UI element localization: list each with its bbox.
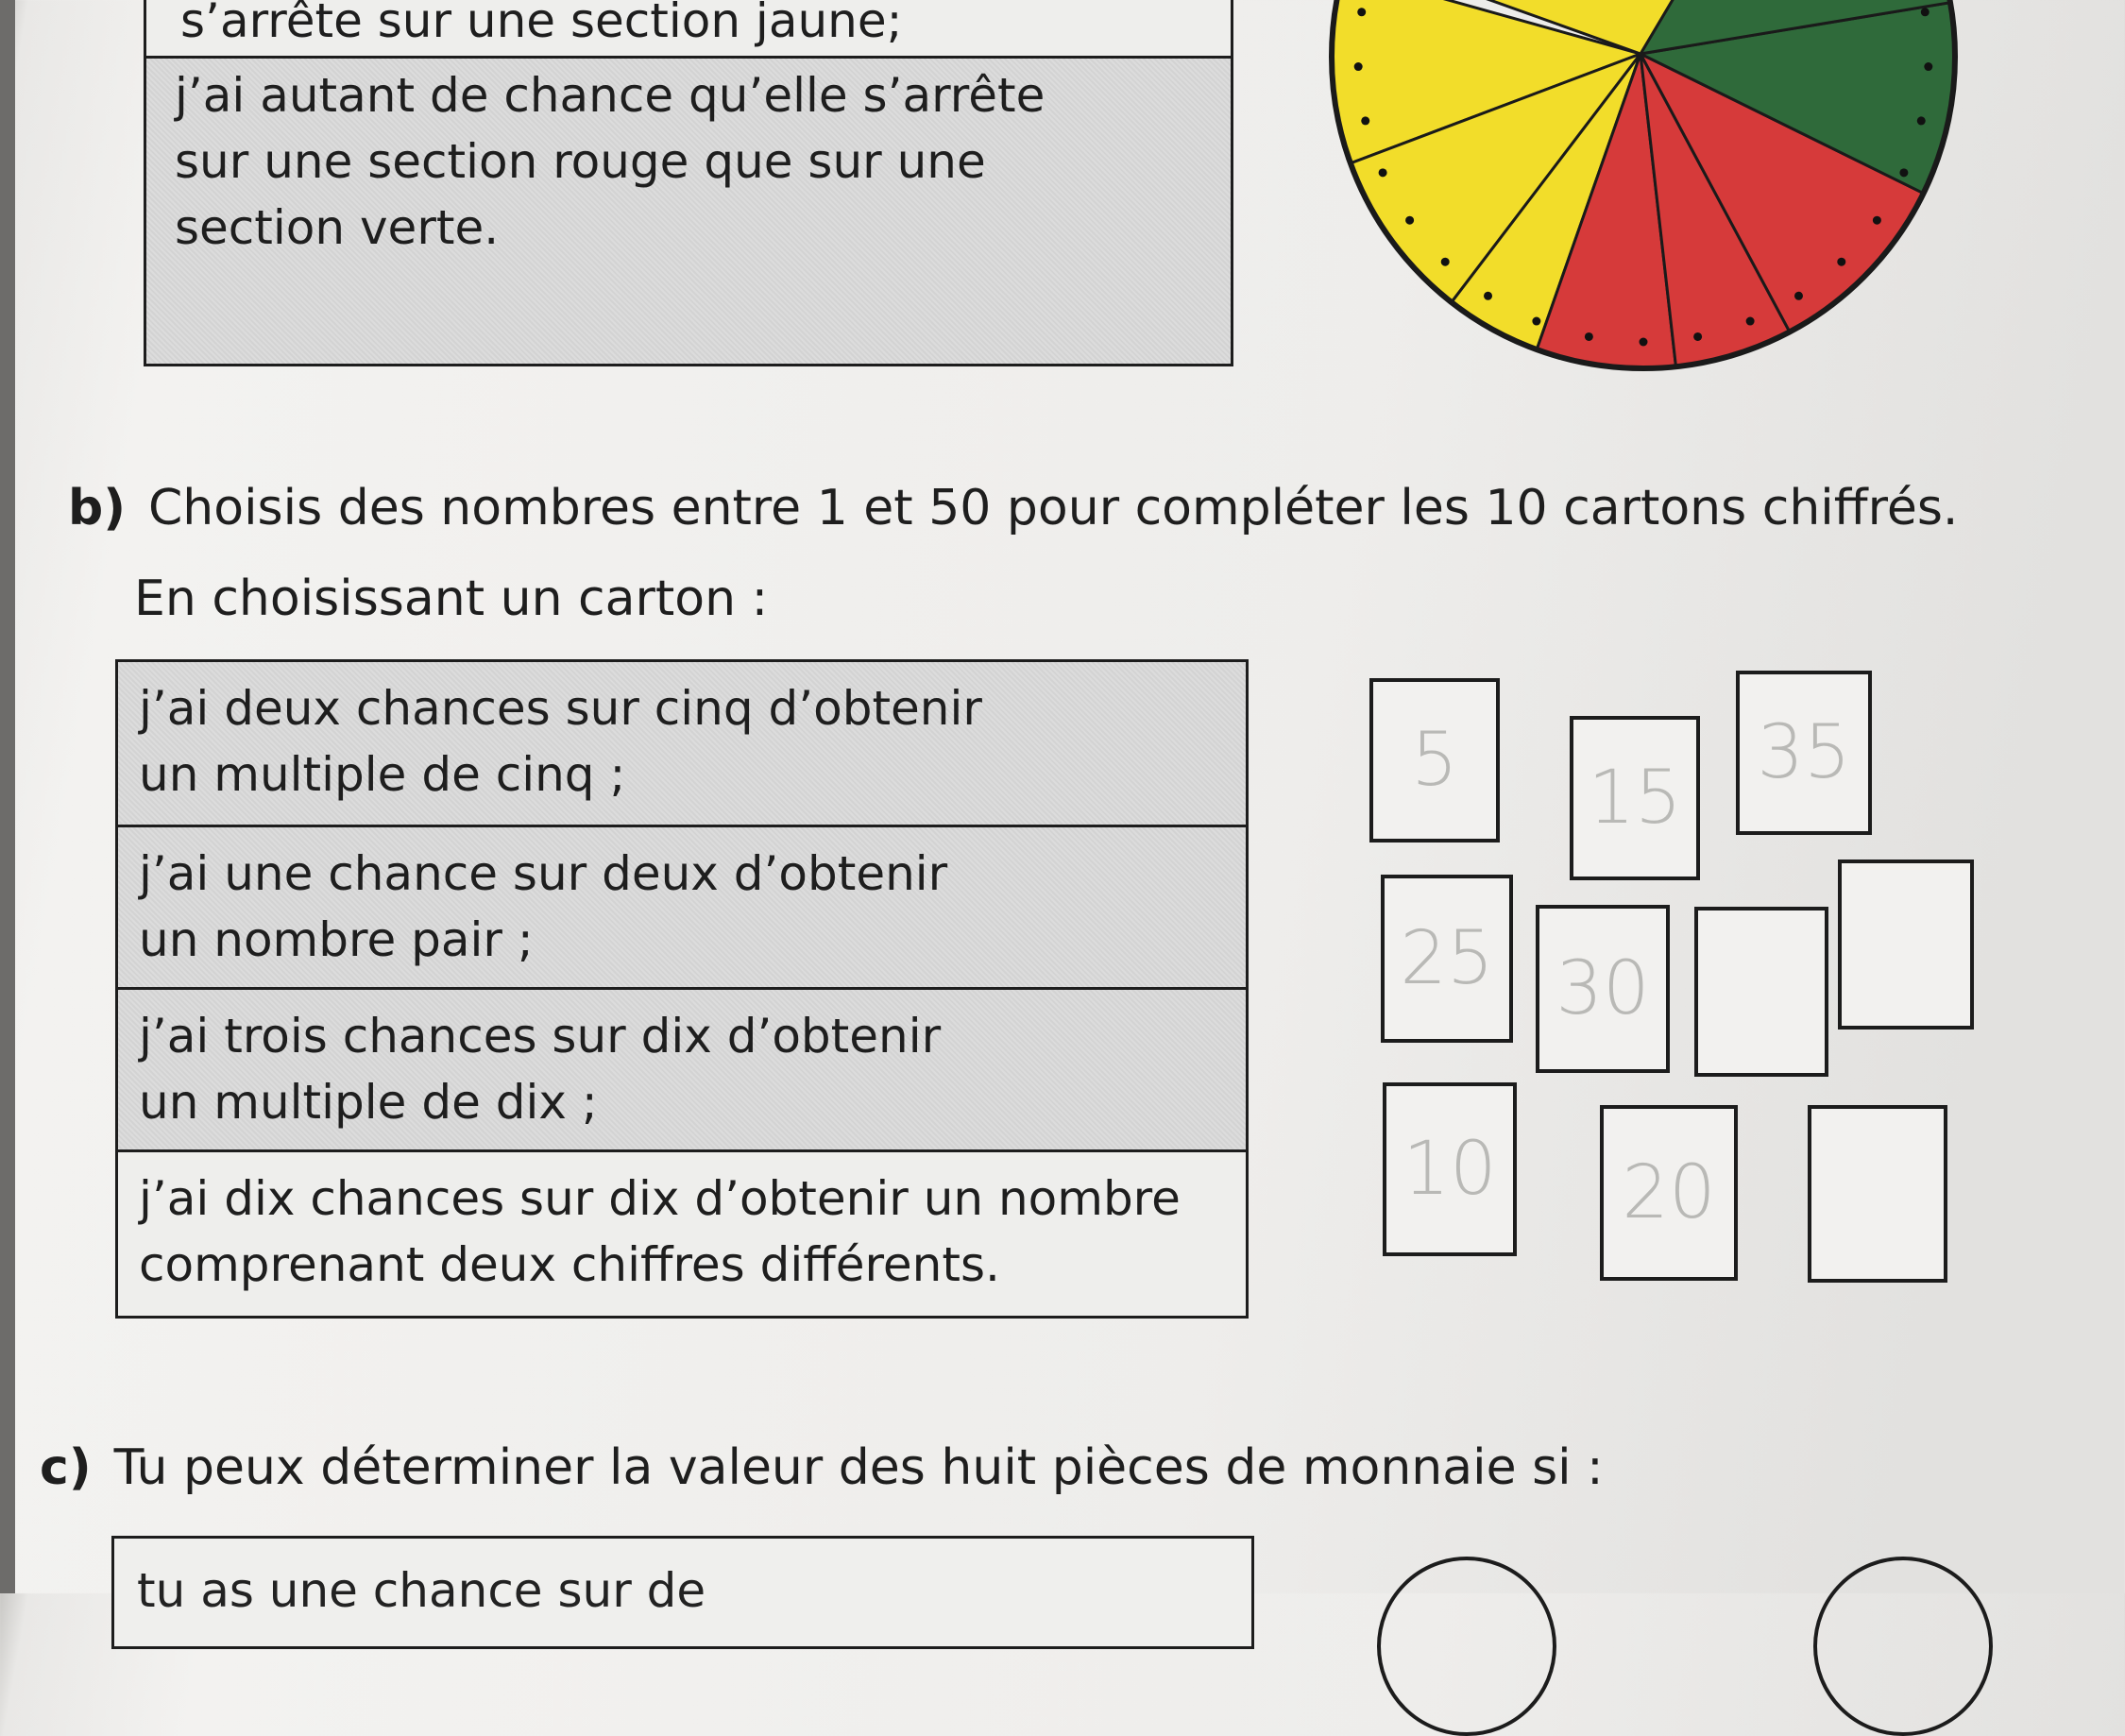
section-c-row-1-text: tu as une chance sur de	[137, 1563, 706, 1618]
number-card-9[interactable]	[1600, 1105, 1738, 1281]
number-card-10[interactable]	[1808, 1105, 1947, 1283]
section-b-row-4-text: j’ai dix chances sur dix d’obtenir un nombre comprenant deux chiffres différents.	[139, 1171, 1181, 1292]
number-card-3[interactable]	[1736, 671, 1872, 835]
spinner-dot	[1357, 8, 1366, 16]
spinner-wheel	[1303, 0, 1983, 378]
spinner-dot	[1484, 292, 1492, 300]
section-c-question	[40, 1439, 1604, 1496]
number-card-5-value: 30	[1556, 946, 1650, 1031]
spinner-dot	[1837, 258, 1845, 266]
spinner-dot	[1640, 338, 1648, 347]
spinner-dot	[1924, 62, 1932, 71]
section-a-row-2	[146, 56, 1231, 364]
section-c-table	[111, 1536, 1254, 1649]
spinner-dot	[1899, 168, 1908, 177]
spinner-dot	[1746, 317, 1755, 326]
spinner-dot	[1532, 317, 1540, 326]
number-card-8-value: 10	[1402, 1127, 1497, 1212]
spinner-dot	[1693, 332, 1702, 341]
spinner-dot	[1405, 216, 1414, 225]
number-card-1[interactable]	[1369, 678, 1500, 842]
section-b-question	[68, 480, 1958, 536]
section-a-row-1-text: s’arrête sur une section jaune;	[180, 0, 903, 48]
number-card-7[interactable]	[1838, 859, 1974, 1030]
section-b-row-2-text: j’ai une chance sur deux d’obtenir un nombre pair ;	[139, 846, 948, 967]
number-card-2[interactable]	[1570, 716, 1700, 880]
coin-1[interactable]	[1377, 1557, 1556, 1736]
coin-2[interactable]	[1813, 1557, 1993, 1736]
section-c-question-text: Tu peux déterminer la valeur des huit pièces de monnaie si :	[113, 1439, 1604, 1496]
section-b-table	[115, 659, 1249, 1319]
number-card-6[interactable]	[1694, 907, 1828, 1077]
section-b-row-3-text: j’ai trois chances sur dix d’obtenir un multiple de dix ;	[139, 1009, 942, 1130]
number-card-4[interactable]	[1381, 875, 1513, 1043]
number-card-9-value: 20	[1622, 1150, 1716, 1235]
section-b-label: b)	[68, 480, 126, 536]
number-card-4-value: 25	[1400, 916, 1494, 1001]
section-a-row-2-text: j’ai autant de chance qu’elle s’arrête sur une section rouge que sur une section verte.	[175, 68, 1046, 255]
spinner-sections	[1332, 0, 1955, 368]
page-edge-shadow	[0, 0, 15, 1593]
number-card-2-value: 15	[1588, 756, 1682, 841]
number-card-5[interactable]	[1536, 905, 1670, 1073]
spinner-dot	[1585, 332, 1593, 341]
section-a-row-1	[146, 0, 1231, 56]
spinner-dot	[1379, 168, 1387, 177]
section-b-row-1	[118, 662, 1246, 825]
section-a-table	[144, 0, 1233, 366]
spinner-dot	[1794, 292, 1803, 300]
spinner-dot	[1873, 216, 1881, 225]
spinner-dot	[1361, 116, 1369, 125]
spinner-dot	[1354, 62, 1363, 71]
section-b-question-text: Choisis des nombres entre 1 et 50 pour compléter les 10 cartons chiffrés.	[148, 480, 1959, 536]
number-card-1-value: 5	[1411, 718, 1458, 803]
spinner-dot	[1441, 258, 1450, 266]
section-b-row-4	[118, 1149, 1246, 1316]
number-card-8[interactable]	[1383, 1082, 1517, 1256]
section-b-row-1-text: j’ai deux chances sur cinq d’obtenir un multiple de cinq ;	[139, 681, 982, 802]
section-c-label: c)	[40, 1439, 92, 1496]
section-b-row-3	[118, 987, 1246, 1149]
spinner-dot	[1917, 116, 1926, 125]
section-b-row-2	[118, 825, 1246, 987]
number-card-3-value: 35	[1757, 710, 1851, 795]
spinner-dot	[1921, 8, 1930, 16]
section-b-intro: En choisissant un carton :	[134, 570, 769, 627]
